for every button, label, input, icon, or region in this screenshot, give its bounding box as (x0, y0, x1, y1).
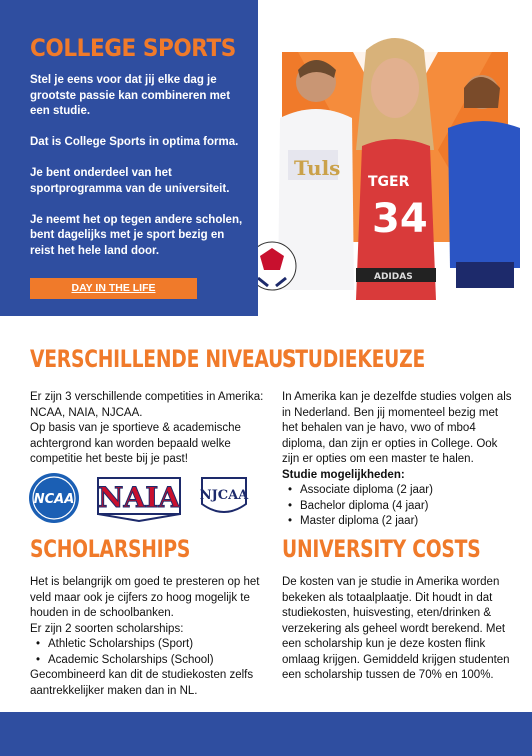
list-item: • Athletic Scholarships (Sport) (30, 637, 262, 653)
page-title: COLLEGE SPORTS (30, 34, 236, 62)
jersey-number: 34 (372, 196, 428, 242)
athletes-photo (258, 0, 532, 316)
niveaus-text (30, 390, 265, 468)
costs-title: UNIVERSITY COSTS (282, 535, 481, 563)
hero-paragraph: Dat is College Sports in optima forma. (30, 136, 239, 148)
niveaus-text-line: Op basis van je sportieve & academische achtergrond kan worden bepaald welke competitie het beste bij je past! (30, 422, 241, 465)
list-item: • Bachelor diploma (4 jaar) (282, 499, 514, 515)
scholarships-paragraph: Het is belangrijk om goed te presteren op het veld maar ook je cijfers zo hoog mogelijk te houden in de schoolbanken. (30, 576, 260, 619)
list-item: • Associate diploma (2 jaar) (282, 483, 514, 499)
belt-text: ADIDAS (374, 272, 413, 282)
day-in-the-life-button[interactable]: DAY IN THE LIFE (30, 278, 197, 299)
athletes-illustration (258, 0, 532, 316)
niveaus-title: VERSCHILLENDE NIVEAUS (30, 345, 297, 373)
scholarships-intro: Er zijn 2 soorten scholarships: (30, 622, 184, 635)
njcaa-logo (198, 474, 250, 522)
costs-text (282, 575, 512, 684)
list-item: • Master diploma (2 jaar) (282, 514, 514, 530)
hero-paragraph: Je neemt het op tegen andere scholen, bent dagelijks met je sport bezig en reist het hele land door. (30, 213, 243, 257)
studiekeuze-paragraph: In Amerika kan je dezelfde studies volgen als in Nederland. Ben jij momenteel bezig met het behalen van je havo, vwo of mbo4 diploma, dan zijn er opties in College. Ook zijn er opties om een master te halen. (282, 391, 512, 465)
jersey-team-text: TGER (368, 174, 410, 190)
naia-logo (94, 474, 184, 522)
footer-bar (0, 712, 532, 756)
jersey-left-text: Tuls (294, 156, 341, 180)
niveaus-text-line: Er zijn 3 verschillende competities in Amerika: NCAA, NAIA, NJCAA. (30, 391, 264, 419)
list-item: • Academic Scholarships (School) (30, 653, 262, 669)
studie-mogelijkheden-heading: Studie mogelijkheden: (282, 468, 405, 481)
studiekeuze-text (282, 390, 514, 530)
studiekeuze-title: STUDIEKEUZE (282, 345, 426, 373)
hero-panel (0, 0, 258, 316)
ncaa-logo-text: NCAA (33, 492, 75, 507)
scholarships-text (30, 575, 262, 699)
scholarship-list (30, 637, 262, 668)
studie-list (282, 483, 514, 530)
njcaa-logo-text: NJCAA (199, 488, 249, 503)
naia-logo-text: NAIA (97, 481, 181, 514)
hero-paragraph: Stel je eens voor dat jij elke dag je grootste passie kan combineren met een studie. (30, 74, 231, 117)
hero-paragraph: Je bent onderdeel van het sportprogramma van de universiteit. (30, 167, 230, 195)
ncaa-logo (28, 472, 80, 524)
scholarships-title: SCHOLARSHIPS (30, 535, 191, 563)
costs-paragraph: De kosten van je studie in Amerika worden bekeken als totaalplaatje. Dit houdt in dat studiekosten, huisvesting, eten/drinken & verzekering als geheel wordt berekend. Met een scholarship kun je deze kosten flink omlaag krijgen. Gemiddeld krijgen studenten een scholarship tussen de 70% en 100%. (282, 576, 510, 681)
hero-text (30, 73, 245, 275)
scholarships-outro: Gecombineerd kan dit de studiekosten zelfs aantrekkelijker maken dan in NL. (30, 669, 254, 697)
